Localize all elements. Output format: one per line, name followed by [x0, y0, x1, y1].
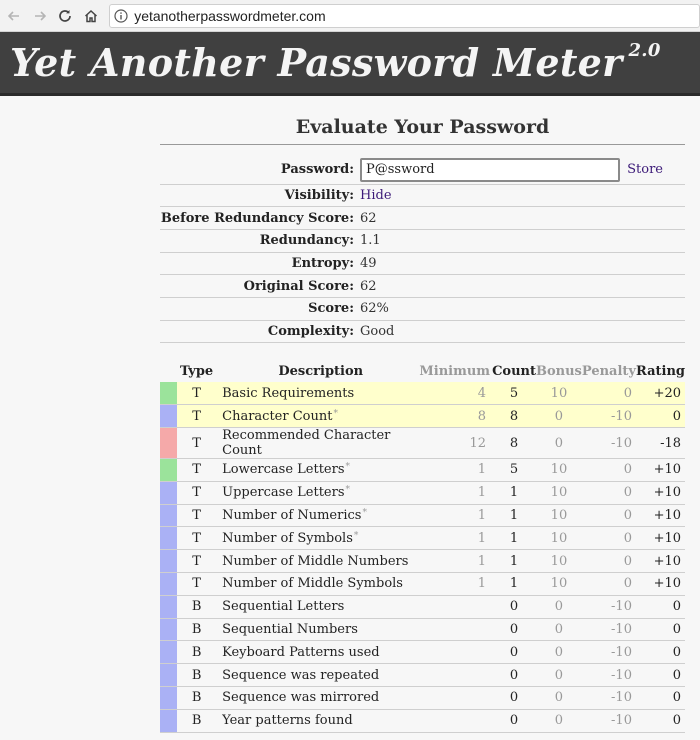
description-cell: [216, 664, 419, 687]
count-cell: 0: [492, 709, 536, 732]
bonus-cell: 0: [536, 428, 582, 459]
arrow-right-icon: [32, 8, 48, 24]
description-cell: [216, 550, 419, 573]
visibility-label: Visibility:: [160, 184, 360, 207]
count-cell: 1: [492, 550, 536, 573]
count-cell: 0: [492, 687, 536, 710]
penalty-cell: -10: [582, 687, 636, 710]
divider: [160, 144, 685, 145]
status-indicator: [160, 481, 177, 504]
type-cell: B: [177, 641, 216, 664]
status-indicator: [160, 573, 177, 596]
arrow-left-icon: [6, 8, 22, 24]
minimum-cell: 12: [419, 428, 492, 459]
redundancy-row: [160, 229, 685, 252]
status-indicator: [160, 428, 177, 459]
type-cell: T: [177, 405, 216, 428]
penalty-cell: 0: [582, 382, 636, 405]
rating-cell: 0: [636, 664, 685, 687]
original-score-label: Original Score:: [160, 275, 360, 298]
required-marker: *: [362, 508, 367, 519]
evaluate-heading: Evaluate Your Password: [295, 116, 550, 138]
original-score-row: [160, 275, 685, 298]
table-row: [160, 550, 685, 573]
score-label: Score:: [160, 297, 360, 320]
minimum-cell: 1: [419, 504, 492, 527]
bonus-cell: 0: [536, 687, 582, 710]
count-cell: 8: [492, 405, 536, 428]
rating-cell: +10: [636, 459, 685, 482]
reload-icon: [57, 8, 73, 24]
penalty-cell: 0: [582, 550, 636, 573]
type-cell: T: [177, 481, 216, 504]
description-text: Lowercase Letters: [222, 462, 345, 478]
rating-cell: 0: [636, 687, 685, 710]
minimum-column-header: Minimum: [419, 363, 491, 379]
penalty-cell: -10: [582, 664, 636, 687]
bonus-cell: 0: [536, 595, 582, 618]
required-marker: *: [345, 485, 351, 496]
password-row: [160, 156, 685, 184]
table-row: [160, 481, 685, 504]
table-row: [160, 709, 685, 732]
password-label: Password:: [160, 156, 360, 184]
rating-cell: +10: [636, 481, 685, 504]
type-cell: T: [177, 428, 216, 459]
minimum-cell: 1: [419, 550, 492, 573]
type-cell: T: [177, 459, 216, 482]
penalty-cell: 0: [582, 527, 636, 550]
bonus-cell: 10: [536, 382, 582, 405]
rating-cell: +10: [636, 573, 685, 596]
redundancy-label: Redundancy:: [160, 229, 360, 252]
description-text: Number of Symbols: [222, 530, 353, 546]
type-cell: T: [177, 550, 216, 573]
description-cell: [216, 595, 419, 618]
count-cell: 1: [492, 573, 536, 596]
bonus-cell: 0: [536, 405, 582, 428]
bonus-cell: 10: [536, 527, 582, 550]
penalty-cell: -10: [582, 618, 636, 641]
bonus-cell: 0: [536, 664, 582, 687]
description-text: Sequence was mirrored: [222, 690, 380, 706]
status-indicator: [160, 459, 177, 482]
bonus-cell: 10: [536, 550, 582, 573]
description-text: Sequence was repeated: [222, 667, 380, 683]
required-marker: *: [345, 462, 351, 473]
required-marker: *: [353, 530, 359, 541]
description-text: Number of Numerics: [222, 508, 362, 524]
type-column-header: Type: [180, 363, 214, 379]
count-column-header: Count: [492, 363, 536, 379]
penalty-cell: -10: [582, 428, 636, 459]
description-cell: [216, 481, 419, 504]
address-bar[interactable]: [109, 4, 700, 28]
description-cell: [216, 527, 419, 550]
minimum-cell: 1: [419, 481, 492, 504]
status-indicator: [160, 595, 177, 618]
status-indicator: [160, 504, 177, 527]
count-cell: 0: [492, 618, 536, 641]
type-cell: T: [177, 527, 216, 550]
complexity-label: Complexity:: [160, 320, 360, 343]
criteria-body: [160, 382, 685, 732]
count-cell: 1: [492, 527, 536, 550]
table-row: [160, 618, 685, 641]
rating-cell: 0: [636, 709, 685, 732]
description-cell: [216, 504, 419, 527]
visibility-row: [160, 184, 685, 207]
description-cell: [216, 382, 419, 405]
rating-cell: +10: [636, 527, 685, 550]
table-row: [160, 527, 685, 550]
bonus-cell: 10: [536, 573, 582, 596]
score-row: [160, 297, 685, 320]
browser-toolbar: [0, 0, 700, 32]
table-row: [160, 687, 685, 710]
type-cell: B: [177, 618, 216, 641]
table-row: [160, 595, 685, 618]
count-cell: 0: [492, 595, 536, 618]
before-redundancy-row: [160, 207, 685, 230]
required-marker: *: [333, 408, 338, 419]
minimum-cell: 4: [419, 382, 492, 405]
status-indicator: [160, 709, 177, 732]
description-cell: [216, 687, 419, 710]
description-text: Sequential Numbers: [222, 622, 358, 638]
status-column-header: [160, 360, 177, 382]
description-text: Number of Middle Numbers: [222, 553, 409, 569]
visibility-toggle-link[interactable]: Hide: [360, 187, 392, 203]
status-indicator: [160, 527, 177, 550]
description-cell: [216, 573, 419, 596]
back-button[interactable]: [2, 4, 26, 28]
bonus-column-header: Bonus: [536, 363, 582, 379]
description-text: Recommended Character Count: [222, 428, 391, 459]
reload-button[interactable]: [54, 4, 78, 28]
count-cell: 1: [492, 504, 536, 527]
status-indicator: [160, 641, 177, 664]
count-cell: 0: [492, 664, 536, 687]
count-cell: 1: [492, 481, 536, 504]
evaluation-summary-table: [160, 156, 685, 343]
description-cell: [216, 405, 419, 428]
table-row: [160, 428, 685, 459]
status-indicator: [160, 618, 177, 641]
type-cell: T: [177, 573, 216, 596]
description-text: Uppercase Letters: [222, 485, 345, 501]
table-row: [160, 664, 685, 687]
table-row: [160, 641, 685, 664]
description-cell: [216, 709, 419, 732]
site-title: [10, 40, 661, 85]
penalty-cell: 0: [582, 459, 636, 482]
type-cell: B: [177, 709, 216, 732]
table-row: [160, 504, 685, 527]
rating-cell: 0: [636, 595, 685, 618]
bonus-cell: 10: [536, 459, 582, 482]
rating-cell: -18: [636, 428, 685, 459]
count-cell: 8: [492, 428, 536, 459]
entropy-value: 49: [360, 252, 685, 275]
status-indicator: [160, 405, 177, 428]
description-cell: [216, 618, 419, 641]
minimum-cell: [419, 641, 492, 664]
minimum-cell: 1: [419, 527, 492, 550]
rating-cell: 0: [636, 618, 685, 641]
penalty-cell: -10: [582, 709, 636, 732]
type-cell: T: [177, 382, 216, 405]
entropy-row: [160, 252, 685, 275]
site-header: [0, 32, 700, 96]
description-text: Sequential Letters: [222, 599, 345, 615]
before-redundancy-label: Before Redundancy Score:: [160, 207, 360, 230]
count-cell: 0: [492, 641, 536, 664]
description-text: Character Count: [222, 408, 333, 424]
complexity-row: [160, 320, 685, 343]
bonus-cell: 0: [536, 641, 582, 664]
minimum-cell: [419, 664, 492, 687]
table-row: [160, 459, 685, 482]
rating-cell: +20: [636, 382, 685, 405]
status-indicator: [160, 382, 177, 405]
bonus-cell: 10: [536, 481, 582, 504]
penalty-column-header: Penalty: [581, 363, 636, 379]
type-cell: B: [177, 595, 216, 618]
minimum-cell: [419, 687, 492, 710]
description-cell: [216, 641, 419, 664]
table-row: [160, 382, 685, 405]
bonus-cell: 10: [536, 504, 582, 527]
description-text: Year patterns found: [222, 713, 353, 729]
minimum-cell: [419, 595, 492, 618]
forward-button[interactable]: [28, 4, 52, 28]
description-column-header: Description: [278, 363, 364, 379]
before-redundancy-value: 62: [360, 207, 685, 230]
minimum-cell: [419, 709, 492, 732]
description-text: Keyboard Patterns used: [222, 644, 380, 660]
minimum-cell: 1: [419, 459, 492, 482]
rating-column-header: Rating: [635, 363, 685, 379]
password-input[interactable]: [360, 158, 620, 182]
redundancy-value: 1.1: [360, 229, 685, 252]
original-score-value: 62: [360, 275, 685, 298]
info-icon: [114, 9, 128, 23]
count-cell: 5: [492, 459, 536, 482]
minimum-cell: [419, 618, 492, 641]
penalty-cell: 0: [582, 504, 636, 527]
rating-cell: 0: [636, 641, 685, 664]
bonus-cell: 0: [536, 709, 582, 732]
url-text: yetanotherpasswordmeter.com: [134, 7, 326, 24]
status-indicator: [160, 664, 177, 687]
bonus-cell: 0: [536, 618, 582, 641]
penalty-cell: -10: [582, 595, 636, 618]
entropy-label: Entropy:: [160, 252, 360, 275]
rating-cell: +10: [636, 504, 685, 527]
score-value: 62%: [360, 297, 685, 320]
penalty-cell: -10: [582, 405, 636, 428]
description-cell: [216, 428, 419, 459]
penalty-cell: 0: [582, 481, 636, 504]
site-version: 2.0: [628, 40, 661, 62]
criteria-header-row: [160, 360, 685, 382]
description-text: Basic Requirements: [222, 385, 355, 401]
penalty-cell: 0: [582, 573, 636, 596]
count-cell: 5: [492, 382, 536, 405]
site-title-text: Yet Another Password Meter: [10, 40, 623, 85]
table-row: [160, 405, 685, 428]
criteria-table: [160, 360, 685, 733]
status-indicator: [160, 550, 177, 573]
type-cell: T: [177, 504, 216, 527]
home-button[interactable]: [79, 4, 103, 28]
complexity-value: Good: [360, 320, 685, 343]
type-cell: B: [177, 664, 216, 687]
status-indicator: [160, 687, 177, 710]
home-icon: [83, 8, 99, 24]
minimum-cell: 8: [419, 405, 492, 428]
rating-cell: +10: [636, 550, 685, 573]
description-cell: [216, 459, 419, 482]
store-link[interactable]: Store: [627, 162, 664, 178]
type-cell: B: [177, 687, 216, 710]
description-text: Number of Middle Symbols: [222, 576, 403, 592]
penalty-cell: -10: [582, 641, 636, 664]
minimum-cell: 1: [419, 573, 492, 596]
rating-cell: 0: [636, 405, 685, 428]
table-row: [160, 573, 685, 596]
